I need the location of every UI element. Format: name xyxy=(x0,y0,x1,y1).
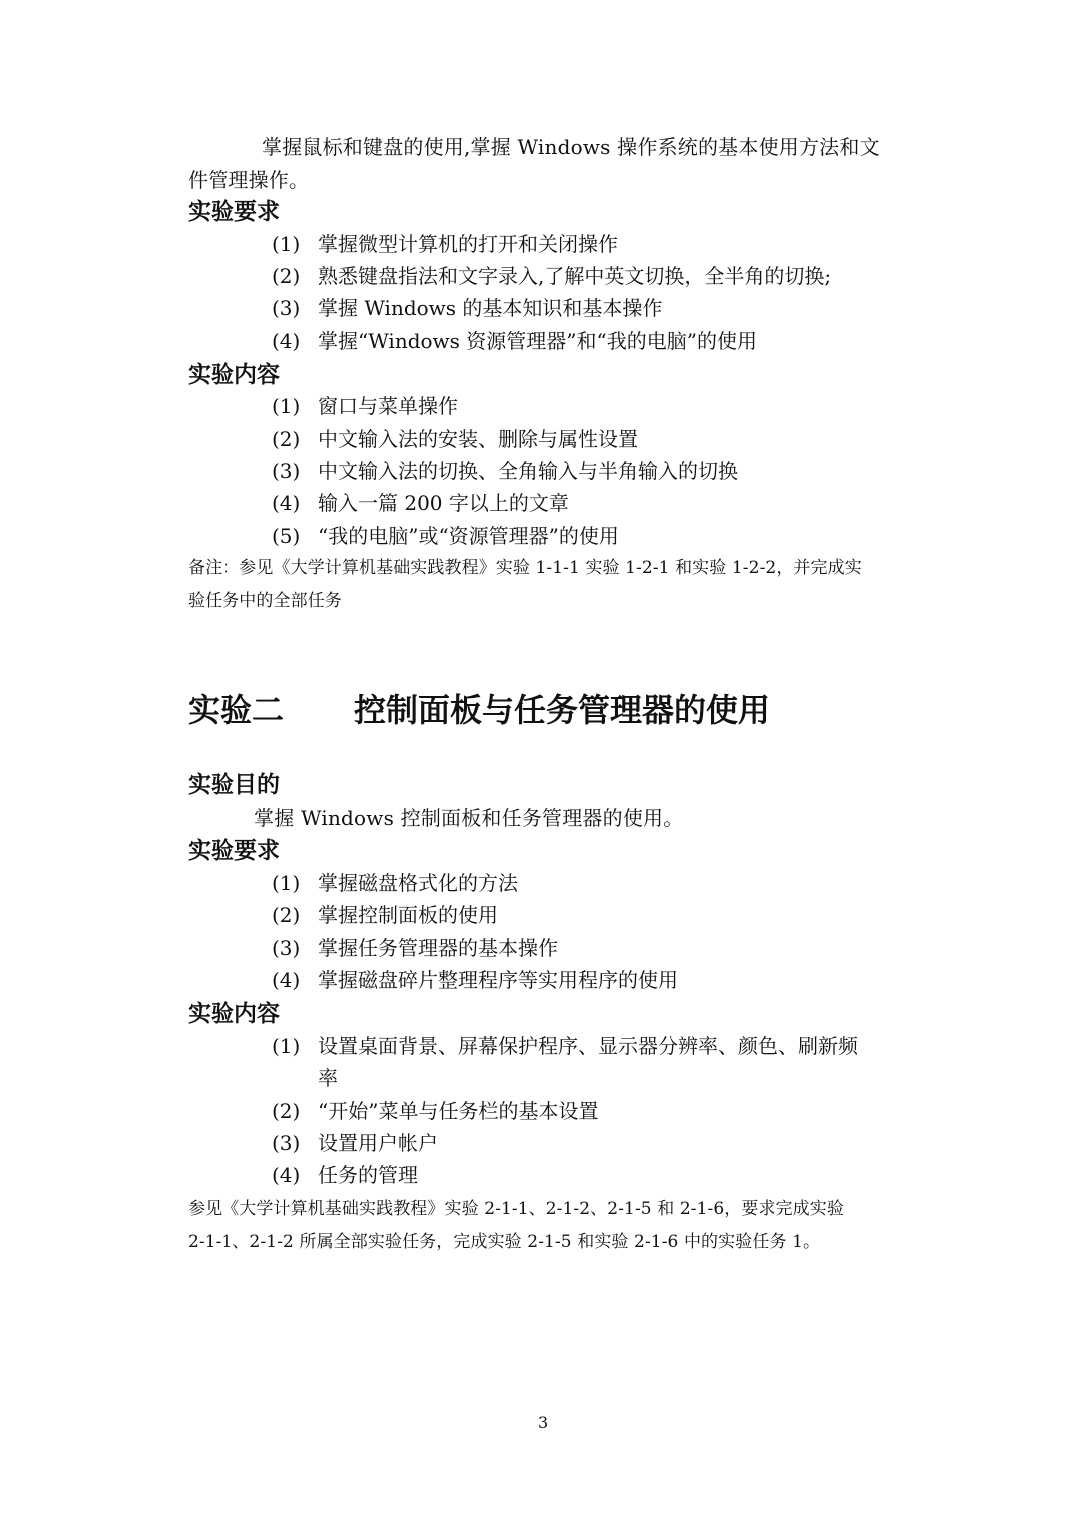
section1-requirements-heading: 实验要求 xyxy=(188,199,280,225)
section2-requirement-item xyxy=(272,867,518,899)
section2-content-item xyxy=(272,1030,858,1062)
section2-requirement-item xyxy=(272,932,558,964)
intro-line-1: 掌握鼠标和键盘的使用,掌握 Windows 操作系统的基本使用方法和文 xyxy=(262,135,880,159)
section1-content-item xyxy=(272,520,619,552)
list-item-number: (3) xyxy=(272,936,301,960)
list-item-number: (1) xyxy=(272,394,301,418)
section2-title-text: 控制面板与任务管理器的使用 xyxy=(354,691,771,729)
list-item-text: 掌握 Windows 的基本知识和基本操作 xyxy=(318,296,663,320)
section2-content-item xyxy=(272,1159,418,1191)
section1-content-item xyxy=(272,455,738,487)
section2-content-item xyxy=(272,1095,598,1127)
list-item-text: 设置桌面背景、屏幕保护程序、显示器分辨率、颜色、刷新频 xyxy=(318,1034,858,1058)
list-item-text: 掌握微型计算机的打开和关闭操作 xyxy=(318,232,618,256)
list-item-text: 掌握任务管理器的基本操作 xyxy=(318,936,558,960)
section1-requirement-item xyxy=(272,325,757,357)
list-item-number: (4) xyxy=(272,329,301,353)
list-item-text: 熟悉键盘指法和文字录入,了解中英文切换，全半角的切换; xyxy=(318,264,832,288)
list-item-number: (2) xyxy=(272,427,301,451)
list-item-number: (3) xyxy=(272,459,301,483)
list-item-text: 任务的管理 xyxy=(318,1163,418,1187)
intro-line-2: 件管理操作。 xyxy=(188,168,310,192)
page-number: 3 xyxy=(538,1413,549,1432)
section2-requirement-item xyxy=(272,964,678,996)
section2-requirement-item xyxy=(272,899,498,931)
section2-note-line-1: 参见《大学计算机基础实践教程》实验 2-1-1、2-1-2、2-1-5 和 2-1-6，要求完成实验 xyxy=(188,1199,844,1219)
list-item-text: 中文输入法的切换、全角输入与半角输入的切换 xyxy=(318,459,738,483)
section1-content-item xyxy=(272,390,458,422)
list-item-text: 输入一篇 200 字以上的文章 xyxy=(318,491,569,515)
section2-purpose-heading: 实验目的 xyxy=(188,772,280,798)
list-item-text: 中文输入法的安装、删除与属性设置 xyxy=(318,427,638,451)
list-item-text: “开始”菜单与任务栏的基本设置 xyxy=(318,1099,599,1123)
section1-requirement-item xyxy=(272,228,618,260)
list-item-number: (1) xyxy=(272,1034,301,1058)
list-item-text: 掌握磁盘格式化的方法 xyxy=(318,871,518,895)
section1-content-item xyxy=(272,487,569,519)
section2-purpose-text: 掌握 Windows 控制面板和任务管理器的使用。 xyxy=(254,806,684,830)
section2-content-item xyxy=(272,1127,438,1159)
list-item-number: (2) xyxy=(272,264,301,288)
section2-requirements-heading: 实验要求 xyxy=(188,838,280,864)
section2-content-item-continuation xyxy=(272,1062,338,1094)
list-item-number: (1) xyxy=(272,232,301,256)
list-item-number: (1) xyxy=(272,871,301,895)
section1-requirement-item xyxy=(272,260,831,292)
list-item-text-continuation: 率 xyxy=(318,1066,338,1090)
section2-note-line-2: 2-1-1、2-1-2 所属全部实验任务，完成实验 2-1-5 和实验 2-1-6 中的实验任务 1。 xyxy=(188,1232,821,1252)
list-item-text: 掌握控制面板的使用 xyxy=(318,903,498,927)
list-item-number: (5) xyxy=(272,524,301,548)
section2-content-heading: 实验内容 xyxy=(188,1001,280,1027)
section1-note-line-1: 备注：参见《大学计算机基础实践教程》实验 1-1-1 实验 1-2-1 和实验 1-2-2，并完成实 xyxy=(188,558,862,578)
list-item-number: (2) xyxy=(272,903,301,927)
list-item-number: (3) xyxy=(272,1131,301,1155)
list-item-number: (2) xyxy=(272,1099,301,1123)
list-item-text: 窗口与菜单操作 xyxy=(318,394,458,418)
list-item-text: 掌握磁盘碎片整理程序等实用程序的使用 xyxy=(318,968,678,992)
section1-content-heading: 实验内容 xyxy=(188,362,280,388)
list-item-text: “我的电脑”或“资源管理器”的使用 xyxy=(318,524,619,548)
section2-title-number: 实验二 xyxy=(188,691,285,729)
section1-note-line-2: 验任务中的全部任务 xyxy=(188,591,342,611)
list-item-number: (4) xyxy=(272,968,301,992)
section1-requirement-item xyxy=(272,292,662,324)
section1-content-item xyxy=(272,423,638,455)
list-item-text: 掌握“Windows 资源管理器”和“我的电脑”的使用 xyxy=(318,329,757,353)
list-item-number: (3) xyxy=(272,296,301,320)
list-item-number: (4) xyxy=(272,1163,301,1187)
list-item-text: 设置用户帐户 xyxy=(318,1131,438,1155)
list-item-number: (4) xyxy=(272,491,301,515)
